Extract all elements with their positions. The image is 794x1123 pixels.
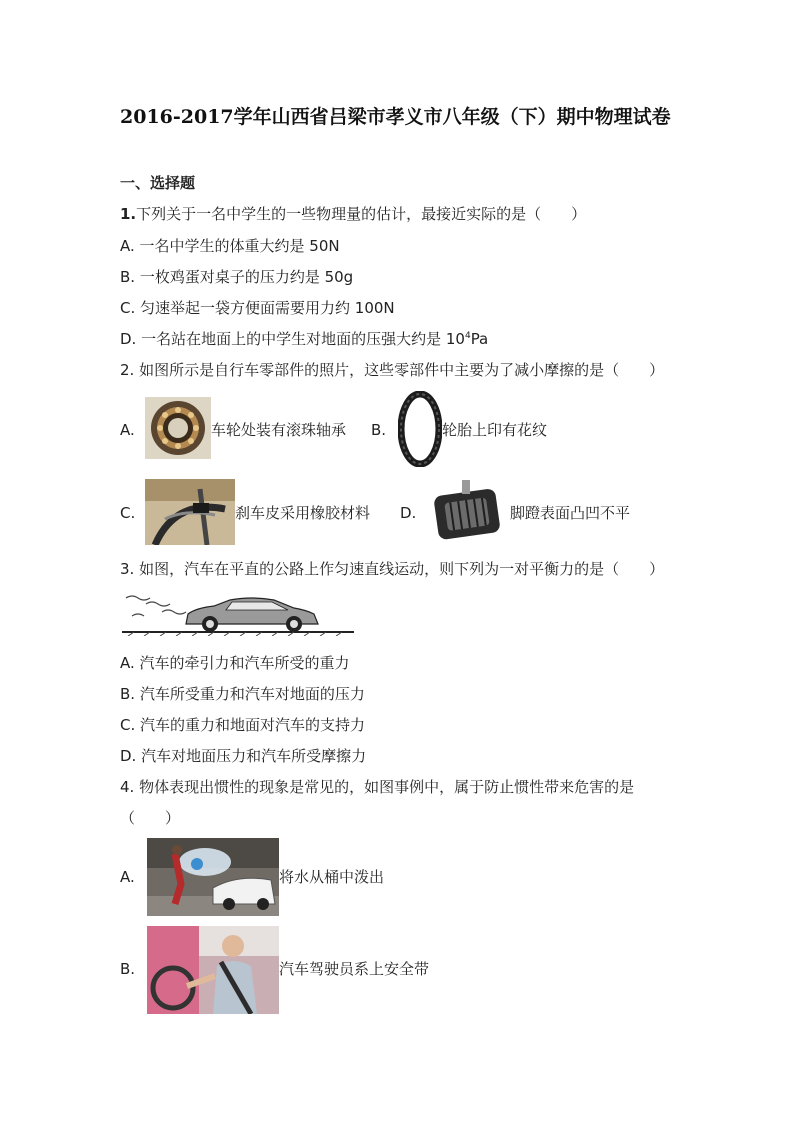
question-3-stem: 3. 如图，汽车在平直的公路上作匀速直线运动，则下列为一对平衡力的是（ ）	[120, 560, 665, 578]
seatbelt-driver-image	[147, 926, 279, 1014]
question-1-option-d-text: D. 一名站在地面上的中学生对地面的压强大约是 10	[120, 330, 465, 348]
page-title: 2016-2017学年山西省吕梁市孝义市八年级（下）期中物理试卷	[120, 106, 671, 128]
question-2-option-a-text: 车轮处装有滚珠轴承	[211, 421, 347, 439]
water-splash-image	[147, 838, 279, 916]
question-1-option-d	[120, 332, 488, 347]
question-2-stem: 2. 如图所示是自行车零部件的照片，这些零部件中主要为了减小摩擦的是（ ）	[120, 361, 665, 379]
question-1-stem	[120, 207, 586, 222]
section-heading: 一、选择题	[120, 174, 196, 192]
bicycle-tire-image	[398, 391, 442, 467]
question-4-option-a-letter: A.	[120, 868, 135, 886]
question-1-option-d-exponent: 4	[464, 331, 471, 341]
question-1-text: 下列关于一名中学生的一些物理量的估计，最接近实际的是（ ）	[136, 205, 587, 223]
question-2-option-b-letter: B.	[371, 421, 387, 439]
question-3-option-c: C. 汽车的重力和地面对汽车的支持力	[120, 716, 366, 734]
question-2-option-c-text: 刹车皮采用橡胶材料	[235, 504, 371, 522]
car-on-road-image	[122, 590, 354, 636]
question-1-option-d-unit: Pa	[470, 330, 489, 348]
question-2-option-c-letter: C.	[120, 504, 136, 522]
ball-bearing-image	[145, 397, 211, 459]
question-4-stem: 4. 物体表现出惯性的现象是常见的，如图事例中，属于防止惯性带来危害的是	[120, 778, 635, 796]
brake-pad-image	[145, 479, 235, 545]
question-3-option-b: B. 汽车所受重力和汽车对地面的压力	[120, 685, 365, 703]
question-2-option-a-letter: A.	[120, 421, 135, 439]
question-4-option-a-text: 将水从桶中泼出	[279, 868, 385, 886]
question-4-stem-parens: （ ）	[120, 809, 181, 827]
question-1-option-a: A. 一名中学生的体重大约是 50N	[120, 237, 340, 255]
question-4-option-b-letter: B.	[120, 960, 136, 978]
question-2-option-d-text: 脚蹬表面凸凹不平	[510, 504, 631, 522]
question-3-option-d: D. 汽车对地面压力和汽车所受摩擦力	[120, 747, 367, 765]
question-1-option-c: C. 匀速举起一袋方便面需要用力约 100N	[120, 299, 395, 317]
question-1-option-b: B. 一枚鸡蛋对桌子的压力约是 50g	[120, 268, 354, 286]
question-3-option-a: A. 汽车的牵引力和汽车所受的重力	[120, 654, 350, 672]
question-2-option-d-letter: D.	[400, 504, 417, 522]
question-2-option-b-text: 轮胎上印有花纹	[442, 421, 548, 439]
question-1-number: 1.	[120, 205, 137, 223]
question-4-option-b-text: 汽车驾驶员系上安全带	[279, 960, 430, 978]
bicycle-pedal-image	[426, 476, 510, 548]
